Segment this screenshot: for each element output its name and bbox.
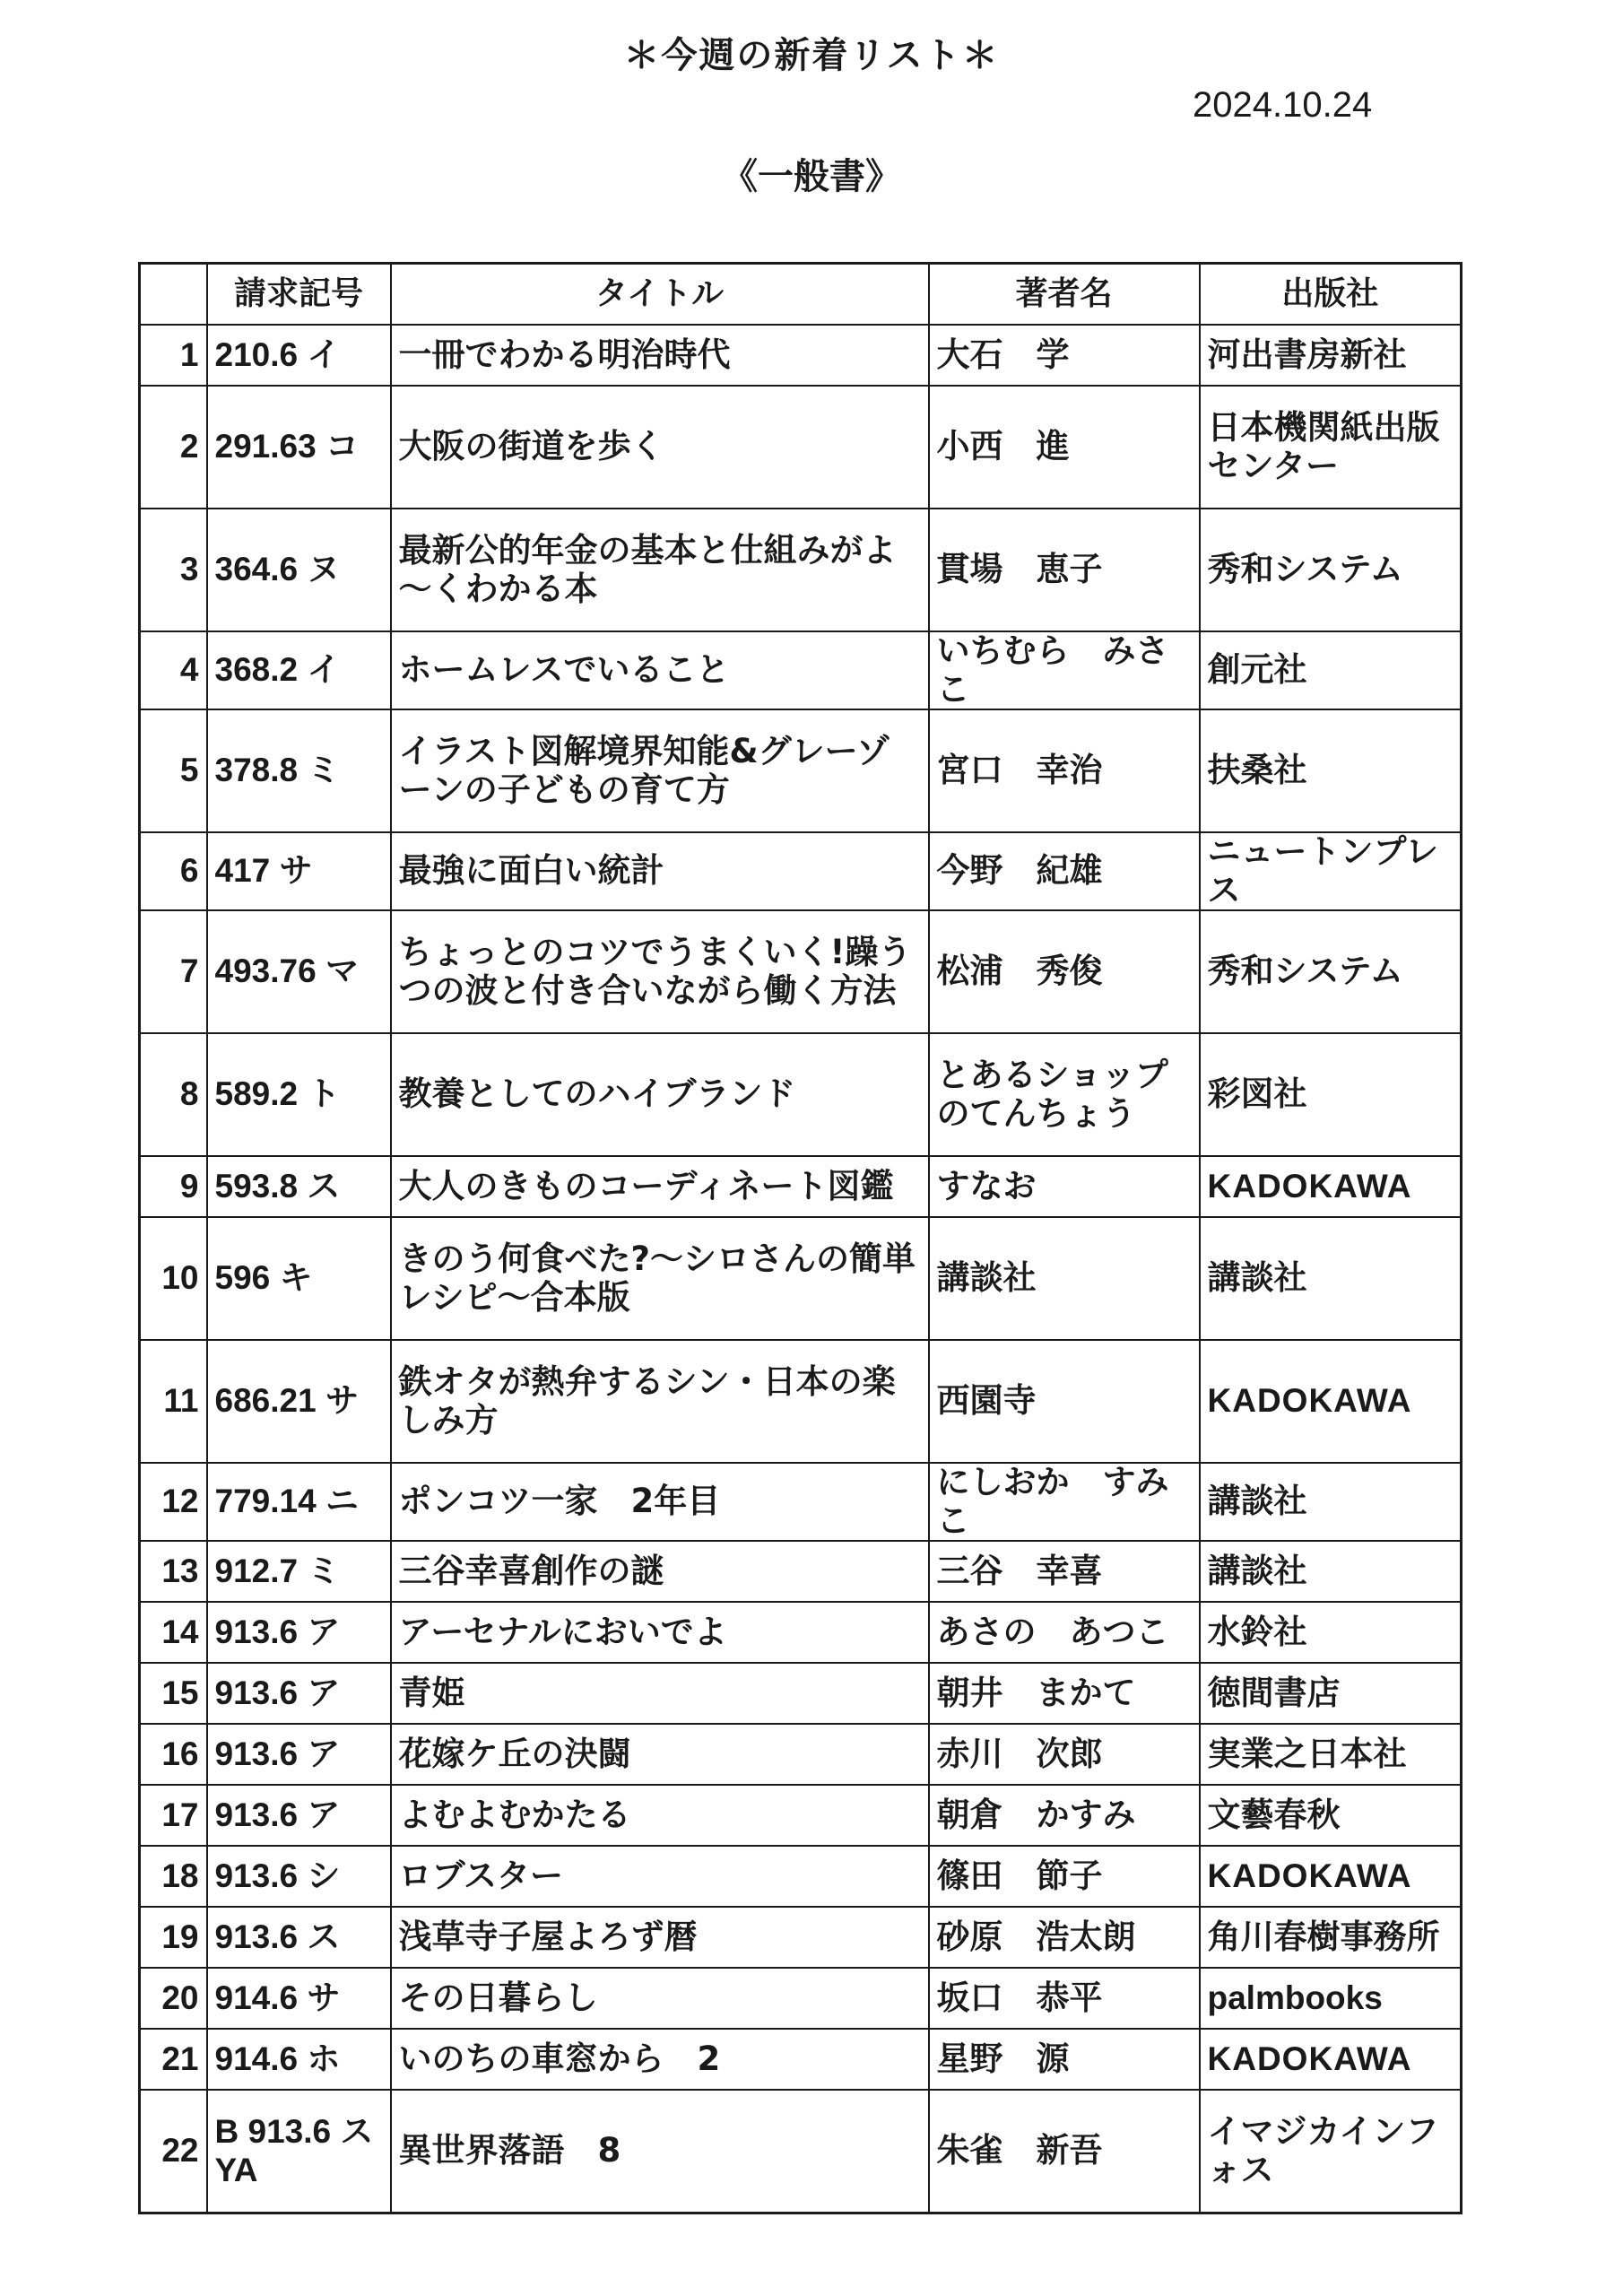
publisher-cell: 創元社 [1200,631,1462,709]
header-title: タイトル [391,264,929,326]
author-cell: 三谷 幸喜 [929,1541,1200,1602]
author-cell: 赤川 次郎 [929,1724,1200,1785]
row-number: 5 [140,709,207,832]
call-number-cell: 913.6 ア [207,1602,391,1663]
table-row [140,1724,1462,1785]
row-number: 18 [140,1846,207,1907]
publisher-cell: 河出書房新社 [1200,325,1462,386]
call-number-cell: 589.2 ト [207,1033,391,1156]
table-row [140,509,1462,631]
table-row [140,1340,1462,1463]
publisher-cell: イマジカインフォス [1200,2090,1462,2213]
author-cell: 宮口 幸治 [929,709,1200,832]
table-row [140,1785,1462,1846]
publisher-cell: KADOKAWA [1200,1846,1462,1907]
call-number-cell: 364.6 ヌ [207,509,391,631]
table-row [140,1663,1462,1724]
table-row [140,2029,1462,2090]
author-cell: 西園寺 [929,1340,1200,1463]
call-number-cell: 291.63 コ [207,386,391,509]
title-cell: 花嫁ケ丘の決闘 [391,1724,929,1785]
title-cell: 異世界落語 8 [391,2090,929,2213]
call-number-cell: 913.6 シ [207,1846,391,1907]
author-cell: 貫場 恵子 [929,509,1200,631]
row-number: 21 [140,2029,207,2090]
publisher-cell: 日本機関紙出版センター [1200,386,1462,509]
call-number-cell: 912.7 ミ [207,1541,391,1602]
header-author: 著者名 [929,264,1200,326]
call-number-cell: 596 キ [207,1217,391,1340]
publisher-cell: KADOKAWA [1200,1156,1462,1217]
title-cell: ホームレスでいること [391,631,929,709]
publisher-cell: ニュートンプレス [1200,832,1462,910]
author-cell: 朱雀 新吾 [929,2090,1200,2213]
table-row [140,386,1462,509]
row-number: 15 [140,1663,207,1724]
row-number: 3 [140,509,207,631]
row-number: 13 [140,1541,207,1602]
title-cell: 青姫 [391,1663,929,1724]
publisher-cell: 実業之日本社 [1200,1724,1462,1785]
header-publisher: 出版社 [1200,264,1462,326]
row-number: 9 [140,1156,207,1217]
author-cell: 大石 学 [929,325,1200,386]
row-number: 7 [140,910,207,1033]
author-cell: にしおか すみこ [929,1463,1200,1541]
title-cell: 教養としてのハイブランド [391,1033,929,1156]
author-cell: 松浦 秀俊 [929,910,1200,1033]
title-cell: よむよむかたる [391,1785,929,1846]
table-header-row [140,264,1462,326]
author-cell: 砂原 浩太朗 [929,1907,1200,1968]
table-row [140,1541,1462,1602]
title-cell: ポンコツ一家 2年目 [391,1463,929,1541]
author-cell: 朝倉 かすみ [929,1785,1200,1846]
table-row [140,1968,1462,2029]
row-number: 20 [140,1968,207,2029]
table-row [140,1217,1462,1340]
row-number: 11 [140,1340,207,1463]
author-cell: 今野 紀雄 [929,832,1200,910]
publisher-cell: 扶桑社 [1200,709,1462,832]
row-number: 4 [140,631,207,709]
title-cell: 大阪の街道を歩く [391,386,929,509]
call-number-cell: 417 サ [207,832,391,910]
table-body [140,325,1462,2213]
title-cell: 三谷幸喜創作の謎 [391,1541,929,1602]
title-cell: ロブスター [391,1846,929,1907]
publisher-cell: 文藝春秋 [1200,1785,1462,1846]
title-cell: イラスト図解境界知能&グレーゾーンの子どもの育て方 [391,709,929,832]
publisher-cell: 講談社 [1200,1463,1462,1541]
table-row [140,1846,1462,1907]
title-cell: 一冊でわかる明治時代 [391,325,929,386]
call-number-cell: 914.6 サ [207,1968,391,2029]
title-cell: 最新公的年金の基本と仕組みがよ～くわかる本 [391,509,929,631]
publisher-cell: palmbooks [1200,1968,1462,2029]
table-row [140,2090,1462,2213]
call-number-cell: 686.21 サ [207,1340,391,1463]
publisher-cell: 角川春樹事務所 [1200,1907,1462,1968]
row-number: 16 [140,1724,207,1785]
publisher-cell: 秀和システム [1200,910,1462,1033]
publisher-cell: KADOKAWA [1200,1340,1462,1463]
row-number: 12 [140,1463,207,1541]
publisher-cell: 彩図社 [1200,1033,1462,1156]
call-number-cell: 779.14 ニ [207,1463,391,1541]
publisher-cell: 水鈴社 [1200,1602,1462,1663]
author-cell: 坂口 恭平 [929,1968,1200,2029]
call-number-cell: 210.6 イ [207,325,391,386]
title-cell: 大人のきものコーディネート図鑑 [391,1156,929,1217]
row-number: 17 [140,1785,207,1846]
row-number: 19 [140,1907,207,1968]
call-number-cell: 913.6 ア [207,1663,391,1724]
call-number-cell: 493.76 マ [207,910,391,1033]
row-number: 14 [140,1602,207,1663]
row-number: 2 [140,386,207,509]
table-row [140,631,1462,709]
row-number: 1 [140,325,207,386]
call-number-cell: B 913.6 スYA [207,2090,391,2213]
publisher-cell: 講談社 [1200,1217,1462,1340]
title-cell: アーセナルにおいでよ [391,1602,929,1663]
row-number: 22 [140,2090,207,2213]
header-call-number: 請求記号 [207,264,391,326]
publisher-cell: 秀和システム [1200,509,1462,631]
table-row [140,910,1462,1033]
table-row [140,1463,1462,1541]
publisher-cell: KADOKAWA [1200,2029,1462,2090]
call-number-cell: 913.6 ス [207,1907,391,1968]
new-books-table [138,262,1462,2214]
row-number: 8 [140,1033,207,1156]
table-row [140,1602,1462,1663]
title-cell: 浅草寺子屋よろず暦 [391,1907,929,1968]
author-cell: とあるショップのてんちょう [929,1033,1200,1156]
author-cell: 講談社 [929,1217,1200,1340]
section-heading: 《一般書》 [722,156,901,197]
title-cell: いのちの車窓から 2 [391,2029,929,2090]
page-title: ＊今週の新着リスト＊ [623,35,1000,76]
author-cell: あさの あつこ [929,1602,1200,1663]
call-number-cell: 378.8 ミ [207,709,391,832]
author-cell: 篠田 節子 [929,1846,1200,1907]
header-number [140,264,207,326]
title-cell: その日暮らし [391,1968,929,2029]
author-cell: すなお [929,1156,1200,1217]
call-number-cell: 914.6 ホ [207,2029,391,2090]
author-cell: 小西 進 [929,386,1200,509]
call-number-cell: 913.6 ア [207,1785,391,1846]
author-cell: 星野 源 [929,2029,1200,2090]
author-cell: いちむら みさこ [929,631,1200,709]
publisher-cell: 徳間書店 [1200,1663,1462,1724]
publisher-cell: 講談社 [1200,1541,1462,1602]
author-cell: 朝井 まかて [929,1663,1200,1724]
table-row [140,1156,1462,1217]
table-row [140,709,1462,832]
title-cell: 最強に面白い統計 [391,832,929,910]
table-row [140,1907,1462,1968]
call-number-cell: 913.6 ア [207,1724,391,1785]
table-row [140,1033,1462,1156]
call-number-cell: 368.2 イ [207,631,391,709]
table-row [140,832,1462,910]
call-number-cell: 593.8 ス [207,1156,391,1217]
list-date: 2024.10.24 [1193,85,1373,125]
title-cell: ちょっとのコツでうまくいく!躁うつの波と付き合いながら働く方法 [391,910,929,1033]
row-number: 6 [140,832,207,910]
table-row [140,325,1462,386]
title-cell: 鉄オタが熱弁するシン・日本の楽しみ方 [391,1340,929,1463]
title-cell: きのう何食べた?～シロさんの簡単レシピ～合本版 [391,1217,929,1340]
row-number: 10 [140,1217,207,1340]
